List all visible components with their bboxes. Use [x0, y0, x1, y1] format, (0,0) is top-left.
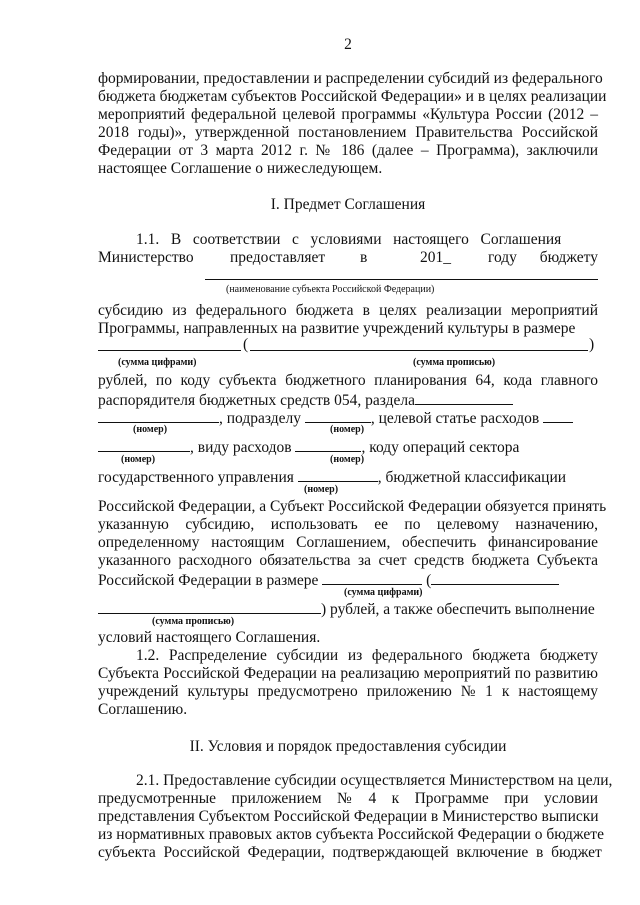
text: , виду расходов	[190, 439, 292, 456]
clause-line: субъекта Российской Федерации, подтверждающей включение в бюджет	[98, 844, 602, 861]
text: , коду операций сектора	[361, 439, 520, 456]
intro-line: настоящее Соглашение о нижеследующем.	[98, 160, 383, 177]
intro-line: 2018 годы)», утвержденной постановлением Правительства Российской	[98, 124, 598, 141]
section-title: I. Предмет Соглашения	[270, 196, 426, 213]
text: в	[360, 249, 368, 266]
clause-line: рублей, по коду субъекта бюджетного планирования 64, кода главного	[98, 372, 598, 389]
paren: (	[243, 336, 249, 353]
code-field[interactable]	[98, 437, 190, 452]
text: распорядителя бюджетных средств 054, раздела	[98, 392, 415, 409]
field-caption: (сумма прописью)	[152, 616, 235, 627]
field-caption: (номер)	[304, 484, 339, 495]
clause-line: Соглашению.	[98, 701, 188, 718]
field-caption: (номер)	[330, 454, 365, 465]
field-caption: (сумма цифрами)	[344, 587, 423, 598]
clause-line: условий настоящего Соглашения.	[98, 629, 321, 646]
subsection-field[interactable]	[305, 408, 371, 423]
clause-line: 2.1. Предоставление субсидии осуществляется Министерством на цели,	[136, 772, 613, 789]
section-code-field[interactable]	[415, 390, 513, 405]
field-caption: (сумма цифрами)	[118, 357, 197, 368]
clause-line	[98, 390, 598, 410]
expense-type-field[interactable]	[295, 437, 361, 452]
paren: )	[589, 336, 595, 353]
clause-line: субсидию из федерального бюджета в целях реализации мероприятий	[98, 302, 598, 319]
intro-line: формировании, предоставлении и распределении субсидий из федерального	[98, 70, 603, 87]
text: , бюджетной классификации	[377, 469, 567, 486]
clause-line: представления Субъектом Российской Федерации в Министерство выписки	[98, 808, 599, 825]
field-caption: (номер)	[121, 454, 156, 465]
target-article-field[interactable]	[543, 408, 573, 423]
regional-sum-words-field[interactable]	[431, 570, 559, 585]
field-caption: (номер)	[133, 424, 168, 435]
clause-line: Субъекта Российской Федерации на реализацию мероприятий по развитию	[98, 665, 598, 682]
year-field[interactable]: 201_	[420, 249, 451, 266]
text: ) рублей, а также обеспечить выполнение	[321, 601, 595, 618]
sum-words-field[interactable]	[250, 350, 588, 351]
regional-sum-words-field[interactable]	[98, 599, 321, 614]
clause-line: 1.2. Распределение субсидии из федерального бюджета бюджету	[136, 647, 598, 664]
clause-line: указанную субсидию, использовать ее по целевому назначению,	[98, 516, 598, 533]
text: государственного управления	[98, 469, 294, 486]
text: году	[488, 249, 517, 266]
gov-management-field[interactable]	[298, 467, 378, 482]
clause-line: определенному настоящим Соглашением, обеспечить финансирование	[98, 534, 598, 551]
paren: (	[426, 572, 432, 589]
clause-line: Российской Федерации, а Субъект Российской Федерации обязуется принять	[98, 498, 607, 515]
clause-line	[98, 467, 598, 487]
page-number: 2	[344, 36, 352, 53]
text: Российской Федерации в размере	[98, 572, 319, 589]
regional-sum-digits-field[interactable]	[322, 570, 422, 585]
clause-line: указанного расходного обязательства за счет средств бюджета Субъекта	[98, 552, 598, 569]
field-caption: (номер)	[330, 424, 365, 435]
text: , целевой статье расходов	[370, 410, 540, 427]
sum-digits-field[interactable]	[98, 350, 241, 351]
text: бюджету	[539, 249, 598, 266]
section-title: II. Условия и порядок предоставления субсидии	[189, 738, 507, 755]
clause-line: учреждений культуры предусмотрено приложению № 1 к настоящему	[98, 683, 598, 700]
clause-line: из нормативных правовых актов субъекта Российской Федерации о бюджете	[98, 826, 604, 843]
subject-name-field[interactable]	[205, 279, 598, 280]
intro-line: Федерации от 3 марта 2012 г. № 186 (далее – Программа), заключили	[98, 142, 598, 159]
clause-line: Программы, направленных на развитие учреждений культуры в размере	[98, 320, 576, 337]
field-caption: (наименование субъекта Российской Федерации)	[226, 284, 435, 295]
clause-line: 1.1. В соответствии с условиями настоящего Соглашения	[136, 231, 562, 248]
text: , подразделу	[219, 410, 301, 427]
intro-line: бюджета бюджетам субъектов Российской Федерации» и в целях реализации	[98, 88, 607, 105]
clause-line: предусмотренные приложением № 4 к Программе при условии	[98, 790, 598, 807]
code-field[interactable]	[98, 408, 219, 423]
field-caption: (сумма прописью)	[413, 357, 496, 368]
intro-line: мероприятий федеральной целевой программы «Культура России (2012 –	[98, 106, 598, 123]
text: Министерство	[98, 249, 194, 266]
text: предоставляет	[230, 249, 326, 266]
